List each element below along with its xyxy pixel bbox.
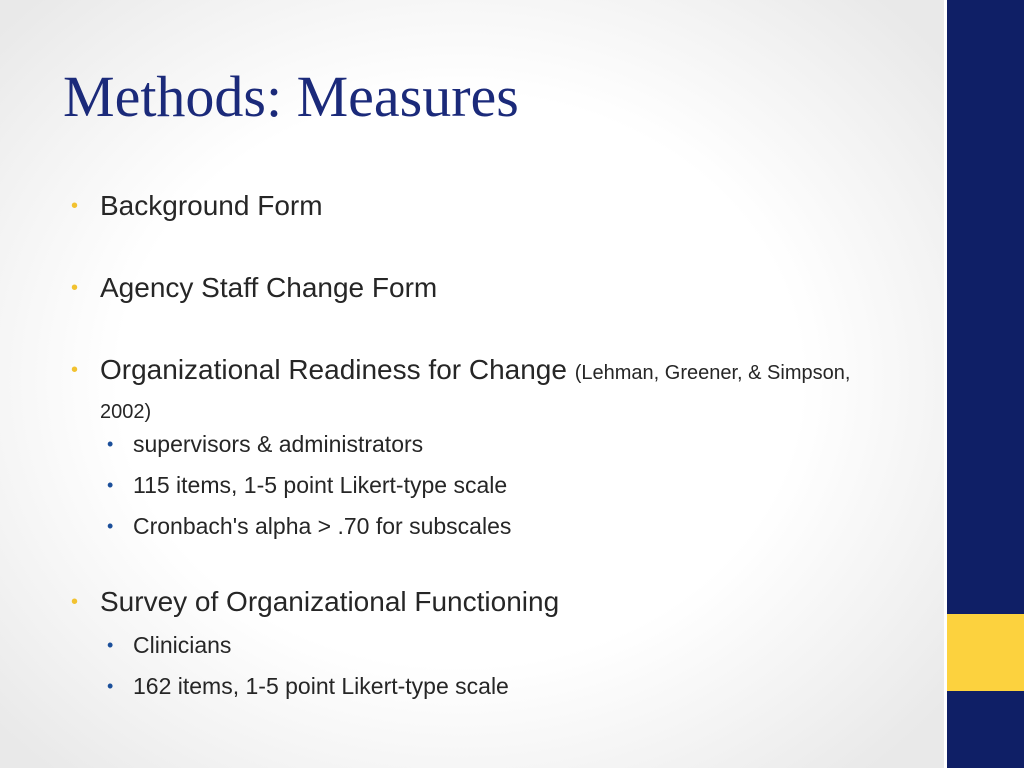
sub-bullet-item [107, 429, 833, 459]
sub-bullet-text: Clinicians [133, 632, 232, 658]
sidebar-accent-block [947, 614, 1024, 691]
bullet-text: Organizational Readiness for Change [100, 354, 567, 385]
bullet-dot-icon: • [71, 359, 79, 381]
sub-bullet-dot-icon: • [107, 475, 114, 495]
bullet-citation: (Lehman, Greener, & Simpson, 2002) [100, 362, 851, 423]
bullet-text: Background Form [100, 190, 323, 221]
sub-bullet-item [107, 671, 833, 701]
slide-title: Methods: Measures [63, 64, 519, 129]
bullet-item [71, 270, 860, 306]
bullet-dot-icon: • [71, 195, 79, 217]
sub-bullet-dot-icon: • [107, 676, 114, 696]
sub-bullet-dot-icon: • [107, 434, 114, 454]
bullet-dot-icon: • [71, 591, 79, 613]
sub-bullet-item [107, 630, 833, 660]
sub-bullet-dot-icon: • [107, 516, 114, 536]
sub-bullet-item [107, 470, 833, 500]
sub-bullet-text: 162 items, 1-5 point Likert-type scale [133, 673, 509, 699]
bullet-item [71, 584, 860, 620]
bullet-item [71, 188, 860, 224]
bullet-text: Agency Staff Change Form [100, 272, 438, 303]
bullet-text: Survey of Organizational Functioning [100, 586, 560, 617]
sub-bullet-text: supervisors & administrators [133, 431, 424, 457]
sub-bullet-item [107, 511, 833, 541]
sub-bullet-text: Cronbach's alpha > .70 for subscales [133, 513, 512, 539]
bullet-item [71, 352, 860, 430]
bullet-dot-icon: • [71, 277, 79, 299]
sub-bullet-dot-icon: • [107, 635, 114, 655]
sub-bullet-text: 115 items, 1-5 point Likert-type scale [133, 472, 508, 498]
